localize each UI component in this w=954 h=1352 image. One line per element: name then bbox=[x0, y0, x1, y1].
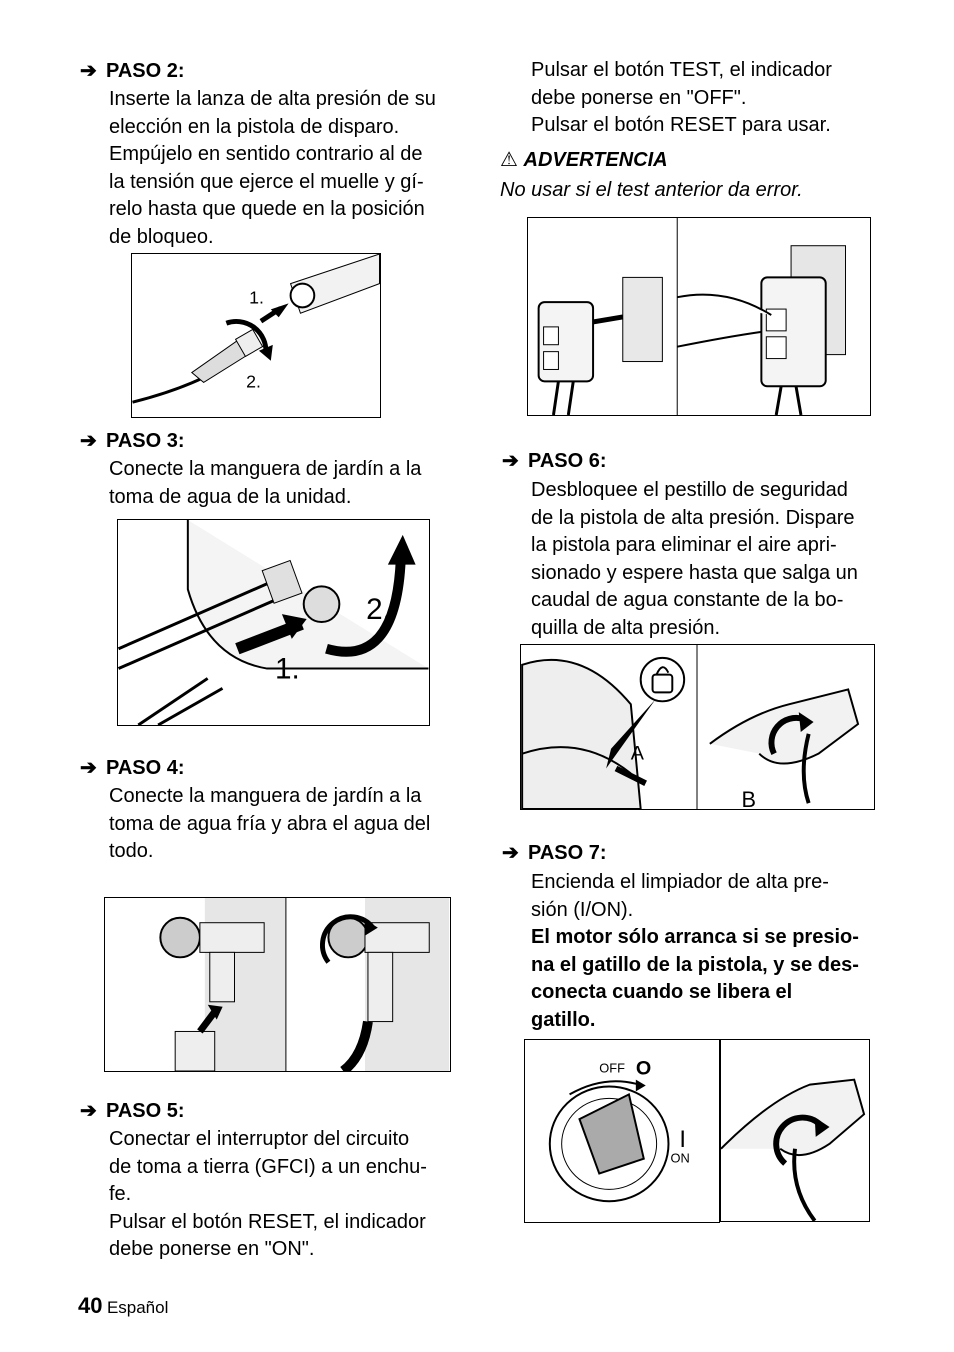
step-7-text: Encienda el limpiador de alta pre- sión (I/ON). El motor sólo arranca si se presio- na el gatillo de la pistola, y se des- conecta cuando se libera el gatillo. bbox=[531, 871, 859, 1031]
figure-lance-insert bbox=[131, 253, 381, 418]
figure-power-switch bbox=[524, 1039, 720, 1223]
svg-text:2.: 2. bbox=[366, 593, 391, 627]
arrow-right-icon: ➔ bbox=[502, 450, 519, 472]
page-number: 40 bbox=[78, 1293, 103, 1318]
warning-triangle-icon: ⚠ bbox=[500, 149, 518, 171]
svg-text:O: O bbox=[635, 1057, 652, 1080]
arrow-right-icon: ➔ bbox=[80, 430, 97, 452]
step-4-text: Conecte la manguera de jardín a la toma de agua fría y abra el agua del todo. bbox=[109, 785, 431, 862]
arrow-right-icon: ➔ bbox=[502, 842, 519, 864]
arrow-right-icon: ➔ bbox=[80, 1100, 97, 1122]
svg-text:ON: ON bbox=[670, 1150, 690, 1166]
step-6-heading: ➔ PASO 6: bbox=[502, 448, 607, 475]
svg-text:2.: 2. bbox=[246, 371, 261, 392]
svg-text:B: B bbox=[741, 787, 756, 809]
step-6-text: Desbloquee el pestillo de seguridad de la pistola de alta presión. Dispare la pistola para eliminar el aire apri- sionado y espere hasta que salga un caudal de agua constante de la bo- quilla de alta presión. bbox=[531, 479, 858, 639]
figure-trigger-pull bbox=[720, 1039, 870, 1222]
svg-text:OFF: OFF bbox=[599, 1060, 625, 1076]
arrow-right-icon: ➔ bbox=[80, 60, 97, 82]
svg-text:1.: 1. bbox=[249, 287, 264, 308]
svg-text:A: A bbox=[630, 742, 645, 765]
step-7-heading: ➔ PASO 7: bbox=[502, 840, 607, 867]
step-3-heading: ➔ PASO 3: bbox=[80, 428, 185, 455]
figure-hose-to-unit bbox=[117, 519, 430, 726]
figure-faucet-connection bbox=[104, 897, 451, 1072]
figure-safety-latch-trigger bbox=[520, 644, 875, 810]
step-5-continued: Pulsar el botón TEST, el indicador debe ponerse en "OFF". Pulsar el botón RESET para usar. bbox=[531, 59, 832, 136]
page-footer bbox=[78, 1293, 168, 1319]
step-5-heading: ➔ PASO 5: bbox=[80, 1098, 185, 1125]
step-2-text: Inserte la lanza de alta presión de su elección en la pistola de disparo. Empújelo en sentido contrario al de la tensión que ejerce el muelle y gí- relo hasta que quede en la posición de bloqueo. bbox=[109, 88, 436, 248]
step-4-heading: ➔ PASO 4: bbox=[80, 755, 185, 782]
svg-text:I: I bbox=[679, 1126, 686, 1153]
page-language: Español bbox=[106, 1298, 169, 1317]
svg-text:1.: 1. bbox=[274, 652, 300, 686]
figure-gfci-plug bbox=[527, 217, 871, 416]
warning-heading: ⚠ ADVERTENCIA bbox=[500, 149, 668, 171]
step-5-text: Conectar el interruptor del circuito de toma a tierra (GFCI) a un enchu- fe. Pulsar el botón RESET, el indicador debe ponerse en "ON". bbox=[109, 1128, 427, 1260]
step-2-heading: ➔ PASO 2: bbox=[80, 58, 185, 85]
step-3-text: Conecte la manguera de jardín a la toma de agua de la unidad. bbox=[109, 458, 422, 508]
arrow-right-icon: ➔ bbox=[80, 757, 97, 779]
warning-text: No usar si el test anterior da error. bbox=[500, 179, 803, 201]
